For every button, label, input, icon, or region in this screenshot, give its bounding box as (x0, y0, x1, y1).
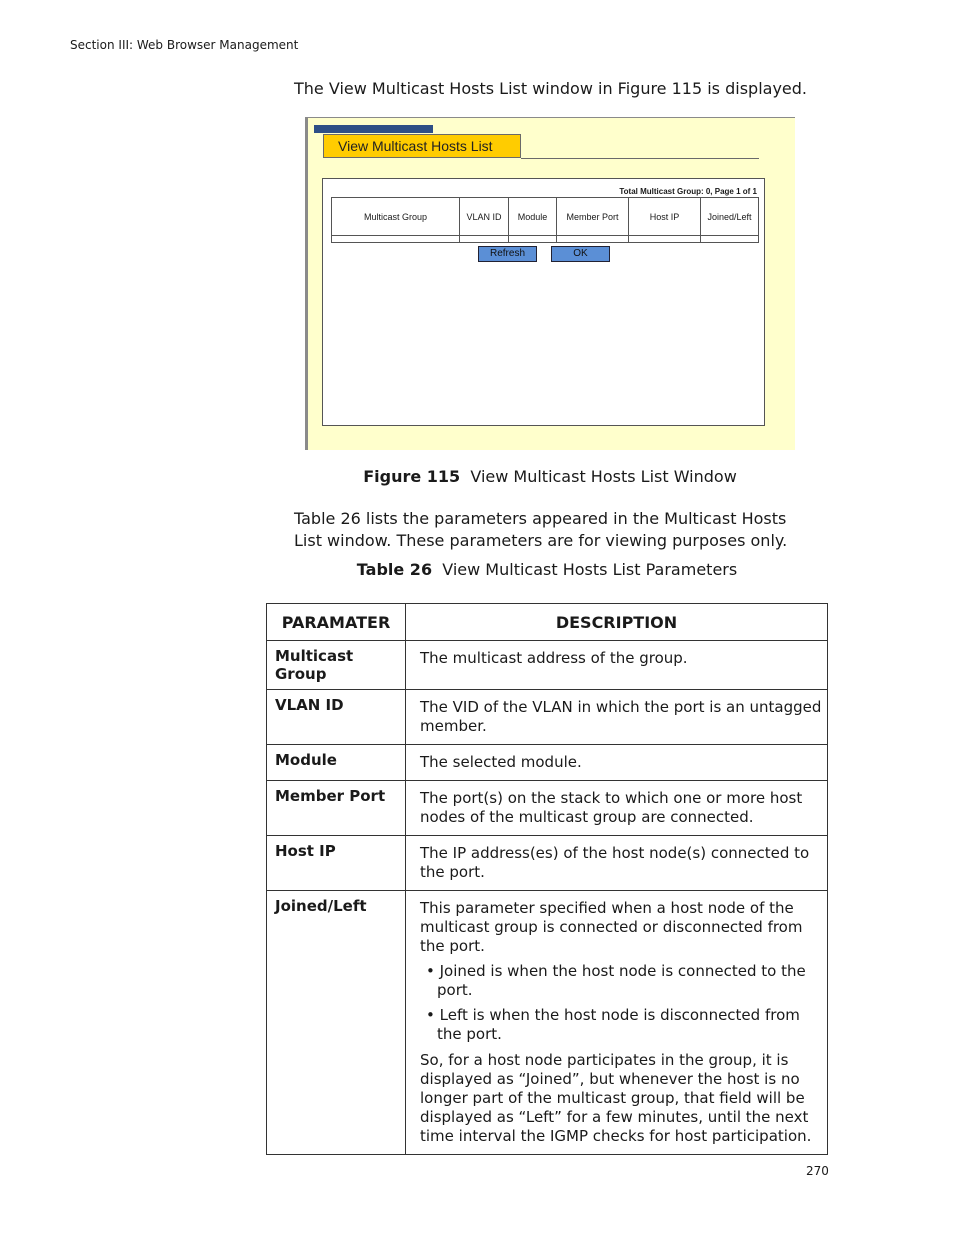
col-member-port: Member Port (557, 198, 629, 236)
hosts-list-panel (322, 178, 765, 426)
table-row (267, 891, 828, 1155)
running-header: Section III: Web Browser Management (70, 38, 299, 52)
param-desc: The VID of the VLAN in which the port is an untagged member. (406, 690, 828, 745)
parameters-header-row (267, 604, 828, 641)
parameters-table (266, 603, 828, 1155)
col-host-ip: Host IP (629, 198, 701, 236)
table-caption-text: View Multicast Hosts List Parameters (442, 560, 738, 579)
param-name: Joined/Left (267, 891, 406, 1155)
hosts-list-table (331, 197, 759, 243)
param-desc: The port(s) on the stack to which one or more host nodes of the multicast group are connected. (406, 781, 828, 836)
col-vlan-id: VLAN ID (460, 198, 509, 236)
param-desc: The multicast address of the group. (406, 641, 828, 690)
param-desc: The IP address(es) of the host node(s) connected to the port. (406, 836, 828, 891)
figure-left-border (305, 117, 308, 450)
col-joined-left: Joined/Left (701, 198, 759, 236)
figure-top-border (308, 117, 795, 118)
hosts-list-header-row (332, 198, 759, 236)
table-row (267, 745, 828, 781)
param-name: Member Port (267, 781, 406, 836)
table-row (267, 690, 828, 745)
figure-caption-label: Figure 115 (363, 467, 461, 486)
joined-left-note: So, for a host node participates in the group, it is displayed as “Joined”, but whenever the host is no longer part of the multicast group, that field will be displayed as “Left” for a few minutes, until the next time interval the IGMP checks for host participation. (420, 1051, 812, 1145)
figure-caption (305, 467, 795, 486)
table-row (267, 781, 828, 836)
bullet-item: • Left is when the host node is disconnected from the port. (426, 1006, 800, 1043)
figure-tab-bar (314, 125, 433, 133)
col-multicast-group: Multicast Group (332, 198, 460, 236)
param-name: Multicast Group (267, 641, 406, 690)
param-desc (406, 891, 828, 1155)
figure-caption-text: View Multicast Hosts List Window (470, 467, 737, 486)
table-caption (266, 560, 828, 579)
total-groups-text: Total Multicast Group: 0, Page 1 of 1 (619, 187, 757, 196)
param-name: Host IP (267, 836, 406, 891)
joined-left-desc: This parameter specified when a host node of the multicast group is connected or disconnected from the port. (420, 899, 803, 955)
param-name: Module (267, 745, 406, 781)
figure-screenshot (305, 117, 795, 450)
intro-text: The View Multicast Hosts List window in Figure 115 is displayed. (294, 79, 807, 98)
bullet-item: • Joined is when the host node is connected to the port. (426, 962, 806, 999)
col-module: Module (509, 198, 557, 236)
param-desc: The selected module. (406, 745, 828, 781)
tab-underline (521, 158, 759, 159)
body-paragraph: Table 26 lists the parameters appeared in the Multicast Hosts List window. These parameters are for viewing purposes only. (294, 509, 788, 550)
param-name: VLAN ID (267, 690, 406, 745)
refresh-button[interactable]: Refresh (478, 246, 537, 262)
view-multicast-hosts-tab[interactable]: View Multicast Hosts List (323, 134, 521, 158)
page-number: 270 (806, 1164, 829, 1178)
table-row (267, 641, 828, 690)
description-header: DESCRIPTION (406, 604, 828, 641)
table-caption-label: Table 26 (356, 560, 433, 579)
parameter-header: PARAMATER (267, 604, 406, 641)
ok-button[interactable]: OK (551, 246, 610, 262)
table-row (267, 836, 828, 891)
hosts-list-empty-row (332, 236, 759, 243)
